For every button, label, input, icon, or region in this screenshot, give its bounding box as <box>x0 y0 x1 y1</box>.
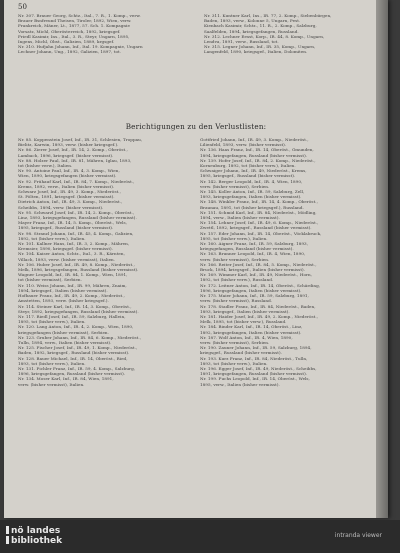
text-line: Gottfried Johann, Inf., IR. 49, 3. Komp., Niederöst., <box>200 137 309 142</box>
viewer-label[interactable]: intranda viewer <box>334 532 382 539</box>
text-line: Nr. 175. Maier Johann, Inf., IR. 59, Salzburg, 1891, <box>200 293 309 299</box>
text-line: Nr. 310. Hufjahn Johann, Inf., Ital. 19. Kompagnie, Ungarn <box>18 44 143 50</box>
text-line: Nr. 114. Steiner Karl, Inf., IR. 14, 3. Komp., Oberöst., <box>18 303 132 309</box>
text-line: Nr. 128. Bauer Michael, Inf., IR. 14, Oberöst., Ried, <box>18 355 128 361</box>
text-line: St. Pölten, 1891, kriegsgef. (bisher vermisst). <box>18 194 115 200</box>
text-line: Nr. 184. Binder Karl, Inf., IR. 14, Oberöst., Linz, <box>200 324 303 330</box>
text-line: Nr. 193. Kurz Franz, Inf., IR. 84, Niederöst., Tulln, <box>200 355 308 361</box>
text-line: Frankreich, Mäner, Lt., 1877, 57. Sch. 1. Kompagnie <box>18 23 130 29</box>
text-line: 1895, kriegsgef., Russland (bisher vermisst). <box>200 173 296 179</box>
text-line: Nr. 154. Lehner Josef, Inf., IR. 49, 6. Komp., Niederöst., <box>200 220 319 226</box>
text-line: 1892, tot (bisher verw.), Italien. <box>18 235 86 241</box>
text-line: Braunau, 1891, tot (bisher kriegsgef.), Russland. <box>200 204 304 210</box>
text-line: 1895, kriegsgef., Russland (bisher vermisst). <box>18 225 114 231</box>
top-left-column <box>18 13 188 55</box>
text-line: Nr. 117. Riedl Josef, Inf., IR. 59, Salzburg, Hallein, <box>18 313 126 319</box>
text-line: Friedl Kasimir, Ins., Ital., 3. R., Steyr, Ungarn, 1895, <box>18 33 130 39</box>
page-number: 50 <box>18 3 27 11</box>
text-line: Nr. 92. Frühauf Karl, Inf., IR. 84, 7. Komp., Niederöst., <box>18 178 135 184</box>
text-line: Lendva, 1891, verw., Russland, tot. <box>204 39 279 45</box>
text-line: verw. (bisher vermisst), Serbien. <box>200 256 270 262</box>
text-line: Nr. 178. Stadler Franz, Inf., IR. 84, Niederöst., Baden, <box>200 303 316 309</box>
text-line: Nr. 123. Gruber Johann, Inf., IR. 84, 6. Komp., Niederöst., <box>18 334 142 340</box>
text-line: tot (bisher vermisst), Serbien. <box>18 277 82 283</box>
text-line: 1893, kriegsgefangen, Italien (bisher vermisst). <box>200 194 302 200</box>
text-line: 1893, tot (bisher verw.), Italien. <box>18 360 86 366</box>
text-line: Nr. 98. Stranzl Johann, Inf., IR. 45, 4. Komp., Galizien, <box>18 230 134 236</box>
right-column <box>200 137 374 387</box>
viewer-footer <box>0 520 400 553</box>
text-line: 1896, kriegsgefangen, Russland (bisher vermisst). <box>18 371 126 377</box>
text-line: verw. (bisher vermisst), Russland. <box>200 298 273 304</box>
logo-line-2: bibliothek <box>11 536 63 546</box>
text-line: Vorsatz, Michl, Oberösterreich, 1892, kriegsgef. <box>18 28 121 34</box>
text-line: Nr. 101. Kallner Hans, Inf., IR. 3, 2. Komp., Mähren, <box>18 241 130 247</box>
text-line: Korneuburg, 1892, tot (bisher verw.), Italien. <box>200 163 296 169</box>
text-line: Nr. 163. Brunner Leopold, Inf., IR. 4, Wien, 1890, <box>200 251 306 257</box>
text-line: Dietrich Anton, Inf., IR. 49, 3. Komp., Niederöst., <box>18 199 123 205</box>
text-line: Nr. 166. Reiter Josef, Inf., IR. 84, 5. Komp., Niederöst., <box>200 261 317 267</box>
text-line: Nr. 85. Koppenstein Josef, Inf., IR. 31, Schlesien, Troppau, <box>18 137 143 142</box>
text-line: 1895, tot (bisher verw.), Italien. <box>200 235 268 241</box>
text-line: Nr. 181. Haider Josef, Inf., IR. 49, 2. Komp., Niederöst., <box>200 313 319 319</box>
text-line: Mayer Franz, Inf., IR. 14, 5. Komp., Oberöst., Wels, <box>18 220 128 226</box>
text-line: Scheibbs, 1894, verw. (bisher vermisst). <box>18 204 104 210</box>
text-line: Baden, 1893, verw., Kolonne 5, Ungarn, Pest. <box>204 18 301 24</box>
text-line: Langenfeld, 1890, kriegsgef., Italien, Dolomiten. <box>204 49 308 55</box>
text-line: Nr. 120. Lang Anton, Inf., IR. 4, 2. Komp., Wien, 1890, <box>18 324 134 330</box>
text-line: Nr. 110. Weiss Johann, Inf., IR. 99, Mähren, Znaim, <box>18 282 127 288</box>
text-line: Kienbach Kasimir, Schtz., 11. R., 2. Komp., Salzburg, <box>204 23 317 29</box>
text-line: Villach, 1893, verw. (bisher vermisst), Italien. <box>18 256 116 262</box>
section-heading: Berichtigungen zu den Verlustlisten: <box>125 122 267 131</box>
text-line: Hofbauer Franz, Inf., IR. 49, 2. Komp., Niederöst., <box>18 293 125 299</box>
scanned-page <box>4 0 388 518</box>
text-line: Amstetten, 1893, verw. (bisher kriegsgef.). <box>18 298 109 304</box>
text-line: Nr. 157. Eder Johann, Inf., IR. 14, Oberöst., Vöcklabruck, <box>200 230 322 236</box>
text-line: Nr. 307. Brauer Georg, Schtz., Ital., 7. R., 1. Komp., verw. <box>18 13 141 18</box>
text-line: kriegsgefangen (bisher vermisst), Serbien. <box>18 329 109 335</box>
text-line: Nr. 136. Haas Franz, Inf., IR. 14, Oberöst., Gmunden, <box>200 147 314 153</box>
text-line: Linz, 1893, kriegsgefangen, Russland (bisher vermisst). <box>18 215 137 221</box>
top-right-column <box>204 13 374 55</box>
text-line: Nr. 190. Zauner Johann, Inf., IR. 59, Salzburg, 1894, <box>200 345 312 351</box>
text-line: Nr. 315. Legner Johann, Inf., IR. 35, Komp., Ungarn, <box>204 44 316 50</box>
logo-line-1: nö landes <box>11 526 61 536</box>
library-logo[interactable] <box>6 526 62 546</box>
text-line: Nr. 196. Egger Josef, Inf., IR. 49, Niederöst., Scheibbs, <box>200 365 317 371</box>
text-line: Tulln, 1894, verw., Italien (bisher vermisst). <box>18 339 112 345</box>
text-line: Nr. 95. Schwarzl Josef, Inf., IR. 14, 2. Komp., Oberöst., <box>18 209 135 215</box>
text-line: 1893, tot (bisher verw.), Italien. <box>200 360 268 366</box>
text-line: Kremsier, 1890, kriegsgef. (bisher vermisst). <box>18 246 114 252</box>
text-line: Saalfelden, 1894, kriegsgefangen, Russland. <box>204 28 299 34</box>
text-line: Nr. 199. Fuchs Leopold, Inf., IR. 14, Oberöst., Wels, <box>200 376 310 382</box>
text-line: Bruck, 1894, kriegsgef., Italien (bisher vermisst). <box>200 267 306 273</box>
text-line: Nr. 106. Huber Josef, Inf., IR. 49, 8. Komp., Niederöst., <box>18 261 135 267</box>
text-line: Nr. 142. Berger Leopold, Inf., IR. 4, Wien, 1890, <box>200 178 303 184</box>
text-line: Nr. 139. Hofer Josef, Inf., IR. 84, 2. Komp., Niederöst., <box>200 157 316 163</box>
text-line: Melk, 1895, tot (bisher verw.), Russland. <box>200 319 287 325</box>
text-line: Krems, 1892, verw., Italien (bisher vermisst). <box>18 183 115 189</box>
page-edge <box>376 0 388 518</box>
text-line: 1895, tot (bisher verw.), Italien. <box>18 319 86 325</box>
text-line: 1894, verw., Italien (bisher vermisst). <box>200 215 280 221</box>
text-line: Schwarz Josef, Inf., IR. 49, 3. Komp., Niederöst., <box>18 189 121 195</box>
text-line: Bielitz, Karwin, 1893, verw. (bisher kriegsgef.). <box>18 142 119 148</box>
text-line: Nr. 86. Zierer Josef, Inf., IR. 14, 2. Komp., Oberöst., <box>18 147 128 153</box>
text-line: verw. (bisher vermisst), Serbien. <box>200 183 270 189</box>
text-line: verw. (bisher vermisst), Italien. <box>18 381 85 387</box>
text-line: Lechner Johann, Ung., 1892, Galizien, 1897, tot. <box>18 49 122 55</box>
text-line: 1894, kriegsgefangen, Russland (bisher vermisst). <box>200 152 308 158</box>
text-line: 1895, verw., Italien (bisher vermisst). <box>200 381 280 387</box>
text-line: Lambach, 1896, kriegsgef. (bisher vermisst). <box>18 152 114 158</box>
text-line: Steyr, 1892, kriegsgefangen, Russland (bisher vermisst). <box>18 308 139 314</box>
text-line: Nr. 88. Holzer Paul, Inf., IR. 81, Mähren, Iglau, 1893, <box>18 157 132 163</box>
text-line: 1892, tot (bisher verw.), Russland. <box>200 277 274 283</box>
text-line: Nr. 151. Schmid Karl, Inf., IR. 84, Niederöst., Mödling, <box>200 209 317 215</box>
text-line: Nr. 134. Moser Karl, Inf., IR. 84, Wien, 1891, <box>18 376 114 382</box>
text-line: Nr. 169. Wimmer Karl, Inf., IR. 49, Niederöst., Horn, <box>200 272 313 278</box>
text-line: Wien, 1890, kriegsgefangen (bisher vermisst). <box>18 173 117 179</box>
text-line: verw. (bisher vermisst), Serbien. <box>200 339 270 345</box>
text-line: 1891, kriegsgefangen, Russland (bisher vermisst). <box>200 371 308 377</box>
text-line: Lilienfeld, 1893, verw. (bisher vermisst). <box>200 142 287 148</box>
text-line: Nr. 172. Leitner Anton, Inf., IR. 14, Oberöst., Schärding, <box>200 282 321 288</box>
text-line: Nr. 187. Wolf Anton, Inf., IR. 4, Wien, 1890, <box>200 334 293 340</box>
text-line: Nr. 104. Kaiser Anton, Schtz., Ital., 3. R., Kärnten, <box>18 251 125 257</box>
text-line: kriegsgefangen, Russland (bisher vermisst). <box>200 246 294 252</box>
text-line: Nr. 90. Antoine Paul, Inf., IR. 4, 3. Komp., Wien, <box>18 168 120 174</box>
text-line: Schwaiger Johann, Inf., IR. 49, Niederöst., Krems, <box>200 168 307 174</box>
logo-mark-icon <box>6 526 9 534</box>
text-line: Nr. 131. Pichler Franz, Inf., IR. 59, 4. Komp., Salzburg, <box>18 365 136 371</box>
text-line: Zwettl, 1892, kriegsgef., Russland (bisher vermisst). <box>200 225 312 231</box>
text-line: 1896, kriegsgefangen, Italien (bisher vermisst). <box>200 287 302 293</box>
text-line: Nr. 125. Fischer Josef, Inf., IR. 49, 1. Komp., Niederöst., <box>18 345 138 351</box>
text-line: Melk, 1896, kriegsgefangen, Russland (bisher vermisst). <box>18 267 139 273</box>
text-line: Nr. 311. Kuntner Karl, Ins., IR. 77, 2. Komp., Siebenbürgen, <box>204 13 332 18</box>
text-line: Ingens, Michl, Obst., Galizien, 1889, krgsgef. <box>18 39 115 45</box>
text-line: tot (bisher verw.), Italien. <box>18 163 73 169</box>
text-line: Baden, 1892, kriegsgef., Russland (bisher vermisst). <box>18 350 130 356</box>
text-line: 1892, kriegsgefangen, Italien (bisher vermisst). <box>200 329 302 335</box>
text-line: Nr. 145. Koller Anton, Inf., IR. 59, Salzburg, Zell, <box>200 189 305 195</box>
left-column <box>18 137 190 387</box>
logo-mark-icon <box>6 536 9 544</box>
text-line: 1893, kriegsgef., Italien (bisher vermisst). <box>200 308 290 314</box>
text-line: Nr. 160. Aigner Franz, Inf., IR. 59, Salzburg, 1893, <box>200 241 309 247</box>
text-line: 1894, kriegsgef., Italien (bisher vermisst). <box>18 287 108 293</box>
text-line: Brauer Bsnfreund Theisen, Tiroler, 1892, Wien, verw. <box>18 18 132 24</box>
text-line: Nr. 312. Lechner Ernst, Korp., IR. 44, 8. Komp., Ungarn, <box>204 33 325 39</box>
text-line: Wagner Leopold, Inf., IR. 84, 1. Komp., Wien, 1891, <box>18 272 128 278</box>
text-line: kriegsgef., Russland (bisher vermisst). <box>200 350 282 356</box>
text-line: Nr. 148. Winkler Franz, Inf., IR. 14, 4. Komp., Oberöst., <box>200 199 318 205</box>
